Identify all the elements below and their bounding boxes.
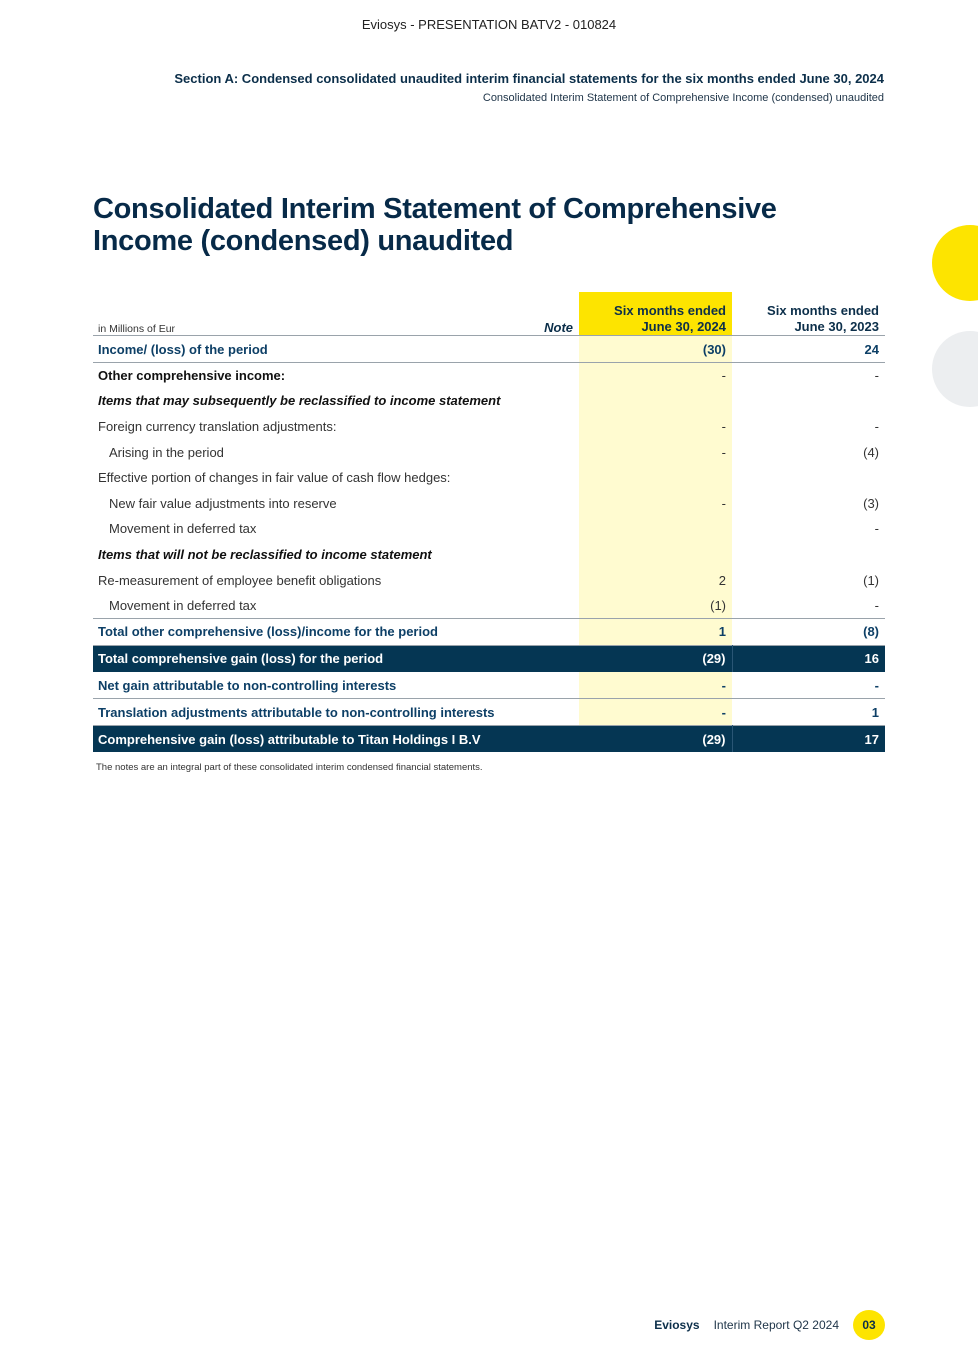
table-row [93, 645, 885, 672]
row-note [533, 567, 579, 593]
row-note [533, 542, 579, 568]
page-title: Consolidated Interim Statement of Comprehensive Income (condensed) unaudited [93, 193, 777, 257]
value-2024: - [579, 490, 732, 516]
table-row [93, 618, 885, 645]
row-label: Comprehensive gain (loss) attributable to Titan Holdings I B.V [93, 726, 533, 753]
row-label: New fair value adjustments into reserve [109, 495, 337, 511]
column-header-2023-line2: June 30, 2023 [794, 319, 879, 334]
table-row [93, 672, 885, 699]
value-2024: - [579, 363, 732, 389]
row-note [533, 672, 579, 699]
value-2023 [732, 542, 885, 568]
column-header-2024 [579, 292, 732, 336]
value-2023: 1 [871, 704, 879, 720]
value-2023: (4) [863, 444, 879, 460]
value-2024: 1 [579, 618, 732, 645]
row-note [533, 618, 579, 645]
document-header: Eviosys - PRESENTATION BATV2 - 010824 [361, 17, 617, 32]
value-2023: (3) [863, 495, 879, 511]
row-note [533, 490, 579, 516]
column-header-2024-line1: Six months ended [614, 303, 726, 318]
value-2023: 17 [732, 726, 885, 753]
value-2023: - [874, 521, 879, 537]
table-row [93, 336, 885, 363]
page-number-badge: 03 [853, 1310, 885, 1340]
comprehensive-income-table [93, 292, 885, 752]
column-header-2023-line1: Six months ended [767, 303, 879, 318]
table-row [93, 593, 885, 619]
table-row [93, 699, 885, 726]
value-2023: 24 [864, 341, 879, 357]
value-2023: (8) [863, 624, 879, 640]
unit-label: in Millions of Eur [98, 323, 176, 335]
row-note [533, 699, 579, 726]
table-header-row [93, 292, 885, 336]
value-2023 [732, 465, 885, 491]
value-2024: - [579, 414, 732, 440]
row-label: Movement in deferred tax [109, 521, 257, 537]
decorative-yellow-circle [932, 225, 978, 301]
row-label: Items that may subsequently be reclassified to income statement [98, 393, 501, 409]
value-2023: - [874, 597, 879, 613]
page-footer [654, 1310, 885, 1340]
row-label: Total comprehensive gain (loss) for the period [93, 645, 533, 672]
row-label: Translation adjustments attributable to non-controlling interests [98, 704, 495, 720]
value-2023 [732, 388, 885, 414]
table-row [93, 363, 885, 389]
row-note [533, 439, 579, 465]
table-row [93, 567, 885, 593]
value-2023: (1) [863, 572, 879, 588]
value-2024: - [579, 699, 732, 726]
table-row [93, 542, 885, 568]
value-2024: - [579, 672, 732, 699]
footnote: The notes are an integral part of these consolidated interim condensed financial statements. [96, 762, 483, 773]
footer-brand: Eviosys [654, 1318, 700, 1332]
row-note [533, 516, 579, 542]
note-column-header: Note [544, 320, 573, 335]
row-note [533, 465, 579, 491]
value-2024 [579, 516, 732, 542]
value-2023: - [874, 677, 879, 693]
row-note [533, 363, 579, 389]
value-2024 [579, 388, 732, 414]
section-subtitle: Consolidated Interim Statement of Comprehensive Income (condensed) unaudited [482, 92, 884, 104]
row-label: Other comprehensive income: [98, 368, 286, 384]
column-header-2024-line2: June 30, 2024 [641, 319, 726, 334]
row-label: Re-measurement of employee benefit obligations [98, 572, 382, 588]
value-2024 [579, 542, 732, 568]
column-header-2023 [732, 292, 885, 336]
value-2024: - [579, 439, 732, 465]
row-label: Foreign currency translation adjustments: [98, 418, 337, 434]
row-note [533, 336, 579, 363]
section-title: Section A: Condensed consolidated unaudited interim financial statements for the six months ended June 30, 2024 [174, 71, 884, 86]
value-2023: - [874, 418, 879, 434]
row-label: Total other comprehensive (loss)/income for the period [98, 624, 438, 640]
table-row [93, 516, 885, 542]
row-label: Income/ (loss) of the period [98, 341, 268, 357]
table-row [93, 726, 885, 753]
table-row [93, 439, 885, 465]
row-label: Arising in the period [109, 444, 224, 460]
decorative-grey-circle [932, 331, 978, 407]
value-2023: 16 [732, 645, 885, 672]
row-label: Net gain attributable to non-controlling interests [98, 677, 397, 693]
value-2024: 2 [579, 567, 732, 593]
value-2024 [579, 465, 732, 491]
table-row [93, 490, 885, 516]
value-2024: (29) [579, 726, 732, 753]
row-note [533, 414, 579, 440]
table-row [93, 465, 885, 491]
value-2024: (29) [579, 645, 732, 672]
value-2023: - [874, 368, 879, 384]
value-2024: (1) [579, 593, 732, 619]
table-row [93, 414, 885, 440]
row-label: Movement in deferred tax [109, 597, 257, 613]
row-note [533, 388, 579, 414]
row-label: Effective portion of changes in fair value of cash flow hedges: [98, 470, 451, 486]
row-note [533, 726, 579, 753]
footer-report-name: Interim Report Q2 2024 [713, 1318, 839, 1332]
row-note [533, 593, 579, 619]
row-note [533, 645, 579, 672]
row-label: Items that will not be reclassified to income statement [98, 546, 432, 562]
value-2024: (30) [579, 336, 732, 363]
table-row [93, 388, 885, 414]
